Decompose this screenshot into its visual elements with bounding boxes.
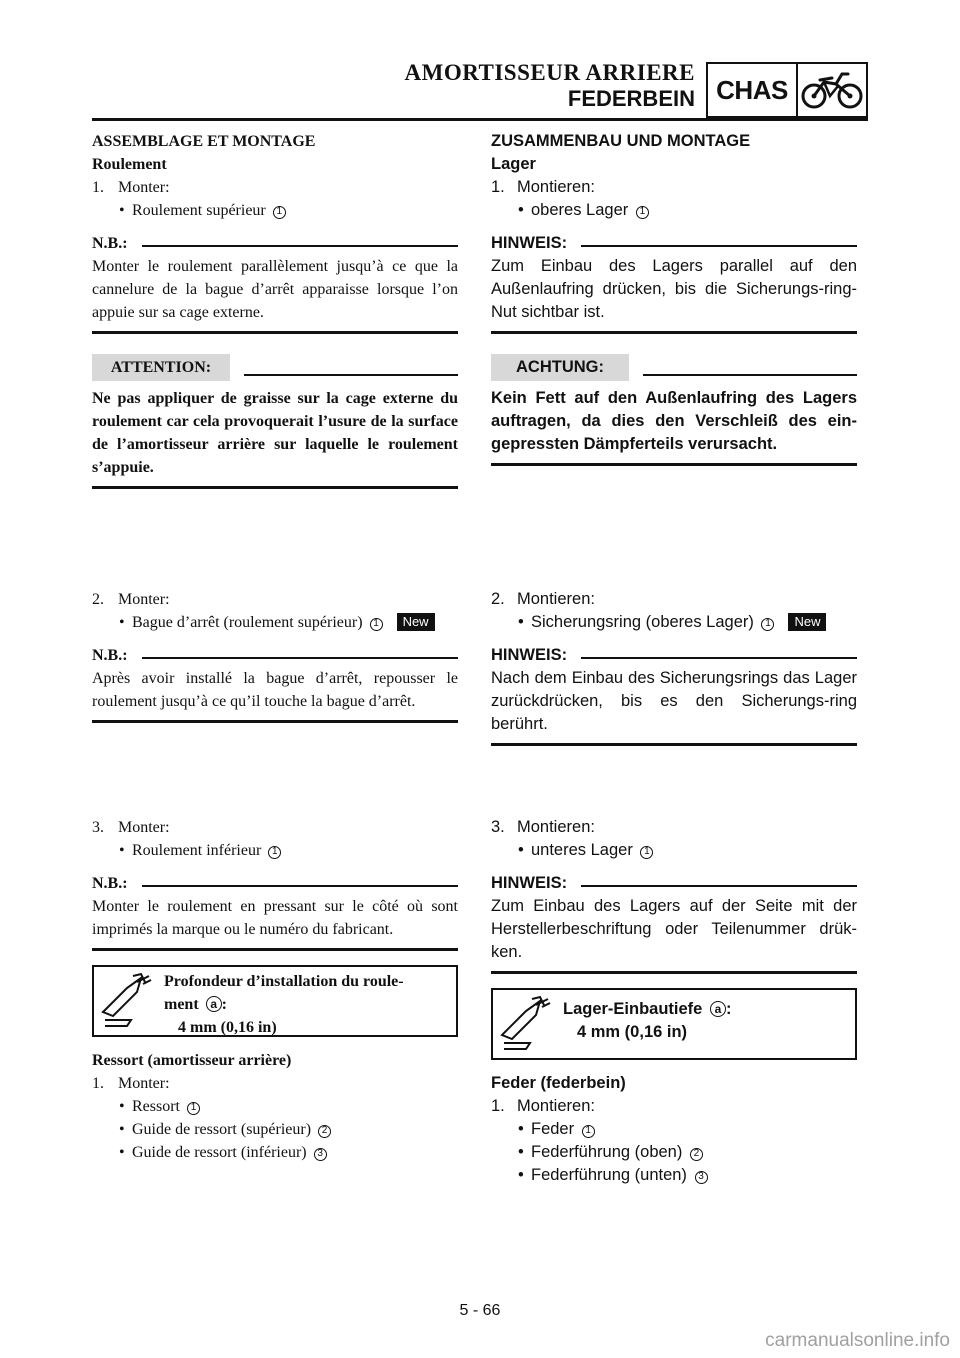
de-block-2: [491, 588, 857, 746]
de-spec-value: 4 mm (0,16 in): [577, 1023, 688, 1041]
de-note-1-text: Zum Einbau des Lagers parallel auf den Außenlaufring drücken, bis die Sicherungs-ring-Nut sichtbar ist.: [491, 257, 857, 321]
de-step-2: 2. Montieren:: [491, 590, 595, 608]
de-spec-text: Lager-Einbautiefe a : 4 mm (0,16 in): [557, 990, 855, 1058]
fr-step-2-item: • Bague d’arrêt (roulement supérieur) 1 New: [92, 611, 458, 634]
de-caution-head: ACHTUNG:: [491, 354, 857, 381]
header-rule: [92, 118, 868, 121]
fr-spec-box: [92, 965, 458, 1037]
caliper-icon: [493, 990, 557, 1058]
de-spec-box: [491, 988, 857, 1060]
fr-note-2-end: [92, 720, 458, 723]
caliper-icon: [94, 967, 158, 1035]
fr-note-3-head: N.B.:: [92, 872, 458, 895]
fr-step-4: 1. Monter:: [92, 1075, 170, 1092]
fr-step-4-item-1: • Ressort 1: [92, 1095, 458, 1118]
de-note-2-head: HINWEIS:: [491, 644, 857, 667]
fr-step-1-item: • Roulement supérieur 1: [92, 199, 458, 222]
watermark: carmanualsonline.info: [765, 1330, 950, 1351]
de-note-1-end: [491, 331, 857, 334]
fr-note-2-text: Après avoir installé la bague d’arrêt, repousser le roulement jusqu’à ce qu’il touche la bague d’arrêt.: [92, 670, 458, 710]
fr-block-1: [92, 130, 458, 489]
de-note-2-end: [491, 743, 857, 746]
fr-spec-value: 4 mm (0,16 in): [178, 1019, 277, 1036]
section-badge-label: CHAS: [708, 64, 798, 116]
de-note-3-text: Zum Einbau des Lagers auf der Seite mit der Herstellerbeschriftung oder Teilenummer drük-ken.: [491, 897, 857, 961]
fr-caution-end: [92, 486, 458, 489]
fr-step-1: 1. Monter:: [92, 179, 170, 196]
de-sub-spring: Feder (federbein): [491, 1074, 626, 1092]
header-title-fr: AMORTISSEUR ARRIERE: [404, 60, 695, 85]
fr-heading: ASSEMBLAGE ET MONTAGE: [92, 133, 316, 150]
fr-block-2: [92, 588, 458, 723]
de-heading: ZUSAMMENBAU UND MONTAGE: [491, 132, 751, 150]
fr-sub-spring: Ressort (amortisseur arrière): [92, 1052, 292, 1069]
header-title-de: FEDERBEIN: [567, 86, 695, 111]
fr-note-3-text: Monter le roulement en pressant sur le côté où sont imprimés la marque ou le numéro du fabricant.: [92, 898, 458, 938]
fr-caution-head: ATTENTION:: [92, 354, 458, 381]
de-step-1-item: • oberes Lager 1: [491, 199, 857, 222]
fr-step-3: 3. Monter:: [92, 819, 170, 836]
de-sub-bearing: Lager: [491, 155, 536, 173]
fr-step-2: 2. Monter:: [92, 591, 170, 608]
fr-note-1-text: Monter le roulement parallèlement jusqu’à ce que la cannelure de la bague d’arrêt apparaisse lorsque l’on appuie sur sa cage externe.: [92, 258, 458, 321]
fr-block-3: [92, 816, 458, 1164]
de-caution-end: [491, 463, 857, 466]
fr-note-3-end: [92, 948, 458, 951]
fr-note-1-end: [92, 331, 458, 334]
de-step-1: 1. Montieren:: [491, 178, 595, 196]
de-step-4-item-3: • Federführung (unten) 3: [491, 1164, 857, 1187]
de-step-4-item-2: • Federführung (oben) 2: [491, 1141, 857, 1164]
de-step-3: 3. Montieren:: [491, 818, 595, 836]
fr-note-2-head: N.B.:: [92, 644, 458, 667]
section-badge: [706, 62, 868, 118]
page-number: 5 - 66: [459, 1302, 501, 1319]
fr-step-3-item: • Roulement inférieur 1: [92, 839, 458, 862]
fr-step-4-item-2: • Guide de ressort (supérieur) 2: [92, 1118, 458, 1141]
de-note-3-head: HINWEIS:: [491, 872, 857, 895]
new-tag: New: [397, 613, 435, 631]
de-note-1-head: HINWEIS:: [491, 232, 857, 255]
fr-sub-bearing: Roulement: [92, 156, 167, 173]
de-step-4: 1. Montieren:: [491, 1097, 595, 1115]
de-step-4-item-1: • Feder 1: [491, 1118, 857, 1141]
de-block-3: [491, 816, 857, 1187]
fr-caution-text: Ne pas appliquer de graisse sur la cage externe du roulement car cela provoquerait l’usure de la surface de l’amortisseur arrière sur laquelle le roulement s’appuie.: [92, 390, 458, 476]
de-step-2-item: • Sicherungsring (oberes Lager) 1 New: [491, 611, 857, 634]
de-step-3-item: • unteres Lager 1: [491, 839, 857, 862]
motorcycle-icon: [798, 64, 866, 116]
de-note-2-text: Nach dem Einbau des Sicherungsrings das Lager zurückdrücken, bis es den Sicherungs-ring berührt.: [491, 669, 857, 733]
fr-note-1-head: N.B.:: [92, 232, 458, 255]
fr-spec-text: Profondeur d’installation du roule- ment a : 4 mm (0,16 in): [158, 967, 456, 1035]
de-caution-text: Kein Fett auf den Außenlaufring des Lagers auftragen, da dies den Verschleiß des ein-gepressten Dämpferteils verursacht.: [491, 389, 857, 453]
fr-step-4-item-3: • Guide de ressort (inférieur) 3: [92, 1141, 458, 1164]
new-tag: New: [788, 613, 826, 631]
de-block-1: [491, 130, 857, 466]
de-note-3-end: [491, 971, 857, 974]
